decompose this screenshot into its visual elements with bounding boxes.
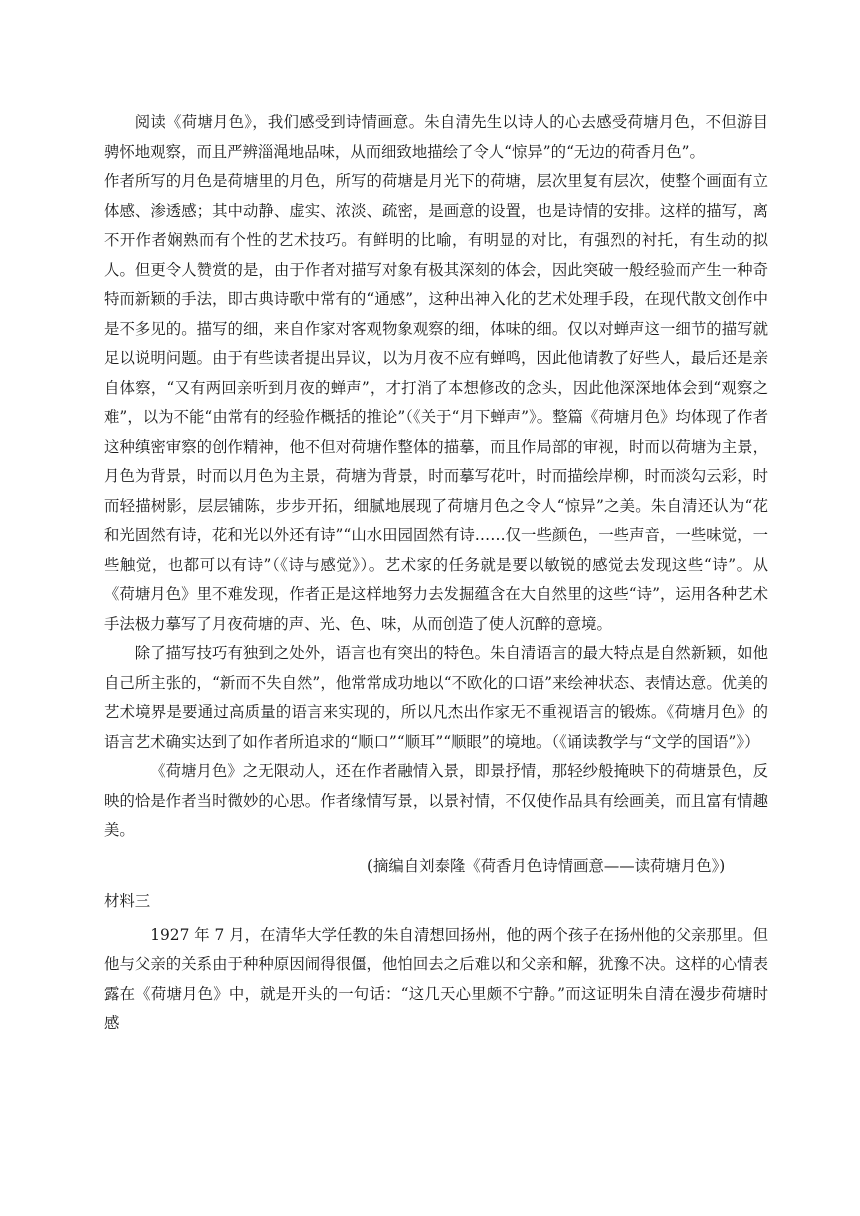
paragraph-language: 除了描写技巧有独到之处外，语言也有突出的特色。朱自清语言的最大特点是自然新颖，如他自己所主张的，“新而不失自然”，他常常成功地以“不欧化的口语”来绘神状态、表情达意。优美的艺术境界是要通过高质量的语言来实现的，所以凡杰出作家无不重视语言的锻炼。《荷塘月色》的语言艺术确实达到了如作者所追求的“顺口”“顺耳”“顺眼”的境地。（《诵读教学与“文学的国语”》） — [104, 644, 768, 751]
paragraph-intro: 阅读《荷塘月色》，我们感受到诗情画意。朱自清先生以诗人的心去感受荷塘月色，不但游目骋怀地观察，而且严辨淄渑地品味，从而细致地描绘了令人“惊异”的“无边的荷香月色”。 — [104, 113, 768, 161]
document-page — [104, 108, 768, 1039]
paragraph-moonlight-analysis: 作者所写的月色是荷塘里的月色，所写的荷塘是月光下的荷塘，层次里复有层次，使整个画面有立体感、渗透感；其中动静、虚实、浓淡、疏密，是画意的设置，也是诗情的安排。这样的描写，离不开作者娴熟而有个性的艺术技巧。有鲜明的比喻，有明显的对比，有强烈的衬托，有生动的拟人。但更令人赞赏的是，由于作者对描写对象有极其深刻的体会，因此突破一般经验而产生一种奇特而新颖的手法，即古典诗歌中常有的“通感”，这种出神入化的艺术处理手段，在现代散文创作中是不多见的。描写的细，来自作家对客观物象观察的细，体味的细。仅以对蝉声这一细节的描写就足以说明问题。由于有些读者提出异议，以为月夜不应有蝉鸣，因此他请教了好些人，最后还是亲自体察，“又有两回亲听到月夜的蝉声”，才打消了本想修改的念头，因此他深深地体会到“观察之难”，以为不能“由常有的经验作概括的推论”（《关于“月下蝉声”》。整篇《荷塘月色》均体现了作者这种缜密审察的创作精神，他不但对荷塘作整体的描摹，而且作局部的审视，时而以荷塘为主景，月色为背景，时而以月色为主景，荷塘为背景，时而摹写花叶，时而描绘岸柳，时而淡勾云彩，时而轻描树影，层层铺陈，步步开拓，细腻地展现了荷塘月色之令人“惊异”之美。朱自清还认为“花和光固然有诗，花和光以外还有诗”“山水田园固然有诗……仅一些颜色，一些声音，一些味觉，一些触觉，也都可以有诗”（《诗与感觉》）。艺术家的任务就是要以敏锐的感觉去发现这些“诗”。从《荷塘月色》里不难发现，作者正是这样地努力去发掘蕴含在大自然里的这些“诗”，运用各种艺术手法极力摹写了月夜荷塘的声、光、色、味，从而创造了使人沉醉的意境。 — [104, 172, 768, 633]
paragraph-material-three: 1927 年 7 月，在清华大学任教的朱自清想回扬州，他的两个孩子在扬州他的父亲那里。但他与父亲的关系由于种种原因闹得很僵，他怕回去之后难以和父亲和解，犹豫不决。这样的心情表露在《荷塘月色》中，就是开头的一句话：“这几天心里颇不宁静。”而这证明朱自清在漫步荷塘时感 — [104, 925, 768, 1032]
material-three-heading: 材料三 — [104, 892, 151, 910]
source-citation: (摘编自刘泰隆《荷香月色诗情画意——读荷塘月色》) — [367, 856, 726, 875]
paragraph-emotion: 《荷塘月色》之无限动人，还在作者融情入景，即景抒情，那轻纱般掩映下的荷塘景色，反映的恰是作者当时微妙的心思。作者缘情写景，以景衬情，不仅使作品具有绘画美，而且富有情趣美。 — [104, 762, 768, 839]
